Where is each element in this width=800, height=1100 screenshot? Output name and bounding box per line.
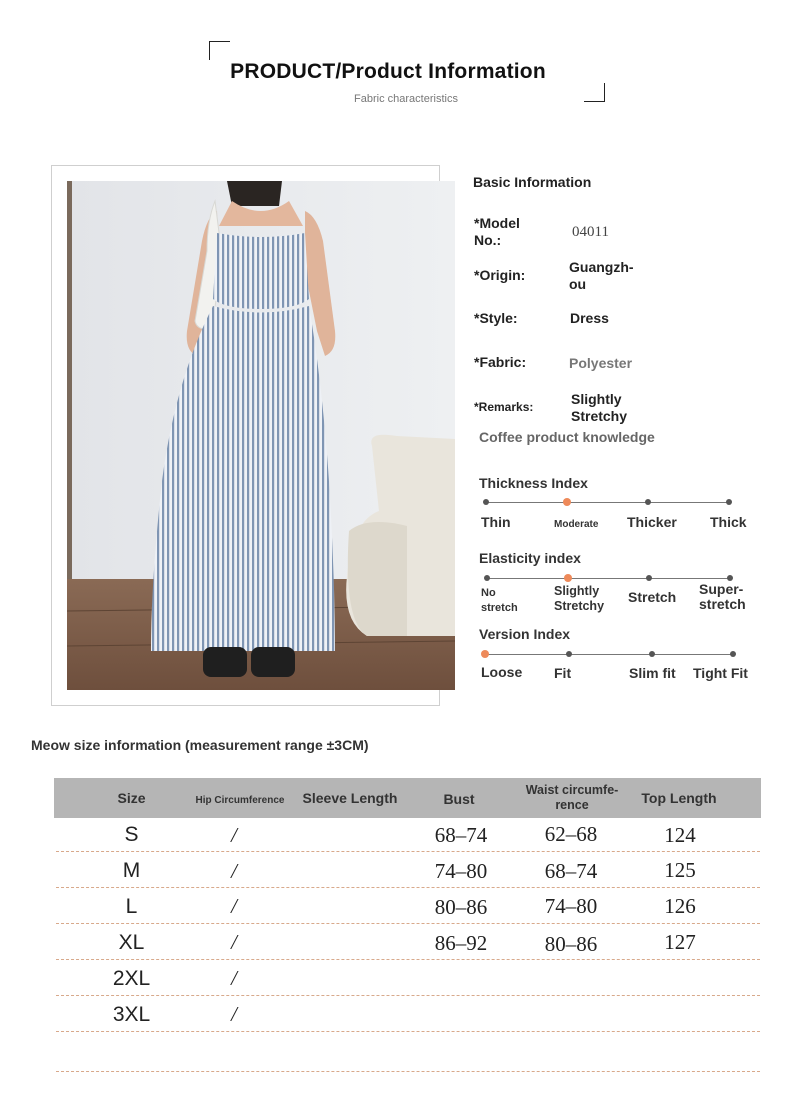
header-size: Size xyxy=(117,790,146,806)
elasticity-option-slightly-stretchy: Slightly Stretchy xyxy=(554,584,605,613)
model-no-value: 04011 xyxy=(572,224,609,240)
header-top-length: Top Length xyxy=(641,790,717,806)
size-table-header xyxy=(54,778,761,818)
cell-waist: 80–86 xyxy=(544,932,598,956)
thickness-option-thick: Thick xyxy=(710,514,747,530)
thickness-option-thin: Thin xyxy=(481,514,511,530)
version-option-fit: Fit xyxy=(554,665,572,681)
version-index-title: Version Index xyxy=(479,626,571,642)
version-option-loose: Loose xyxy=(481,664,523,680)
origin-value: Guangzh-ou xyxy=(569,259,634,292)
row-divider xyxy=(56,851,760,852)
version-dot-slim-fit xyxy=(649,651,655,657)
remarks-label: *Remarks: xyxy=(474,400,534,414)
header-bust: Bust xyxy=(443,791,475,807)
cell-top-length: 126 xyxy=(664,894,696,918)
remarks-value: Slightly Stretchy xyxy=(571,391,628,424)
elasticity-dot-stretch xyxy=(646,575,652,581)
cell-hip: / xyxy=(231,859,237,883)
cell-size: M xyxy=(122,859,141,882)
thickness-dot-thicker xyxy=(645,499,651,505)
thickness-option-moderate: Moderate xyxy=(554,519,599,530)
header-waist-circumference: Waist circumfe-rence xyxy=(525,783,619,812)
thickness-option-thicker: Thicker xyxy=(627,514,677,530)
cell-size: 3XL xyxy=(112,1003,151,1026)
thickness-dot-thin xyxy=(483,499,489,505)
corner-bracket-bottom-right xyxy=(584,83,605,102)
cell-size: 2XL xyxy=(112,967,151,990)
thickness-index-title: Thickness Index xyxy=(479,475,588,491)
style-value: Dress xyxy=(570,310,609,326)
elasticity-option-super-stretch: Super-stretch xyxy=(699,581,746,612)
cell-bust: 86–92 xyxy=(434,931,488,955)
version-option-tight-fit: Tight Fit xyxy=(693,665,748,681)
cell-bust: 74–80 xyxy=(434,859,488,883)
elasticity-dot-slightly-stretchy xyxy=(564,574,572,582)
cell-hip: / xyxy=(231,894,237,918)
cell-waist: 74–80 xyxy=(544,894,598,918)
cell-top-length: 125 xyxy=(664,858,696,882)
row-divider xyxy=(56,923,760,924)
cell-hip: / xyxy=(231,823,237,847)
model-no-label: *Model No.: xyxy=(474,215,520,248)
size-info-title: Meow size information (measurement range ±3CM) xyxy=(31,737,369,753)
elasticity-index-title: Elasticity index xyxy=(479,550,581,566)
style-label: *Style: xyxy=(474,310,518,326)
cell-size: XL xyxy=(118,931,145,954)
elasticity-dot-no-stretch xyxy=(484,575,490,581)
row-divider xyxy=(56,995,760,996)
page-title: PRODUCT/Product Information xyxy=(230,60,546,83)
cell-size: S xyxy=(124,823,139,846)
thickness-dot-moderate xyxy=(563,498,571,506)
cell-waist: 62–68 xyxy=(544,822,598,846)
header-hip-circumference: Hip Circumference xyxy=(195,795,285,806)
header-sleeve-length: Sleeve Length xyxy=(302,790,398,806)
version-option-slim-fit: Slim fit xyxy=(629,665,676,681)
fabric-value: Polyester xyxy=(569,355,633,371)
row-divider xyxy=(56,959,760,960)
cell-top-length: 127 xyxy=(664,930,696,954)
page-subtitle: Fabric characteristics xyxy=(354,93,458,105)
cell-size: L xyxy=(125,895,138,918)
knowledge-title: Coffee product knowledge xyxy=(479,429,655,445)
version-dot-tight-fit xyxy=(730,651,736,657)
corner-bracket-top-left xyxy=(209,41,230,60)
dress-model-illustration xyxy=(67,181,455,690)
basic-info-title: Basic Information xyxy=(473,174,592,190)
version-scale-line xyxy=(486,654,733,655)
cell-waist: 68–74 xyxy=(544,859,598,883)
version-dot-loose xyxy=(481,650,489,658)
cell-hip: / xyxy=(231,1002,237,1026)
row-divider xyxy=(56,887,760,888)
version-dot-fit xyxy=(566,651,572,657)
row-divider xyxy=(56,1071,760,1072)
elasticity-scale-line xyxy=(487,578,730,579)
origin-label: *Origin: xyxy=(474,267,526,283)
thickness-scale-line xyxy=(486,502,729,503)
elasticity-option-no-stretch: No stretch xyxy=(481,587,518,614)
cell-bust: 80–86 xyxy=(434,895,488,919)
cell-hip: / xyxy=(231,966,237,990)
cell-top-length: 124 xyxy=(664,823,696,847)
row-divider xyxy=(56,1031,760,1032)
product-photo xyxy=(67,181,455,690)
elasticity-option-stretch: Stretch xyxy=(628,589,677,605)
fabric-label: *Fabric: xyxy=(474,354,527,370)
thickness-dot-thick xyxy=(726,499,732,505)
cell-bust: 68–74 xyxy=(434,823,488,847)
cell-hip: / xyxy=(231,930,237,954)
